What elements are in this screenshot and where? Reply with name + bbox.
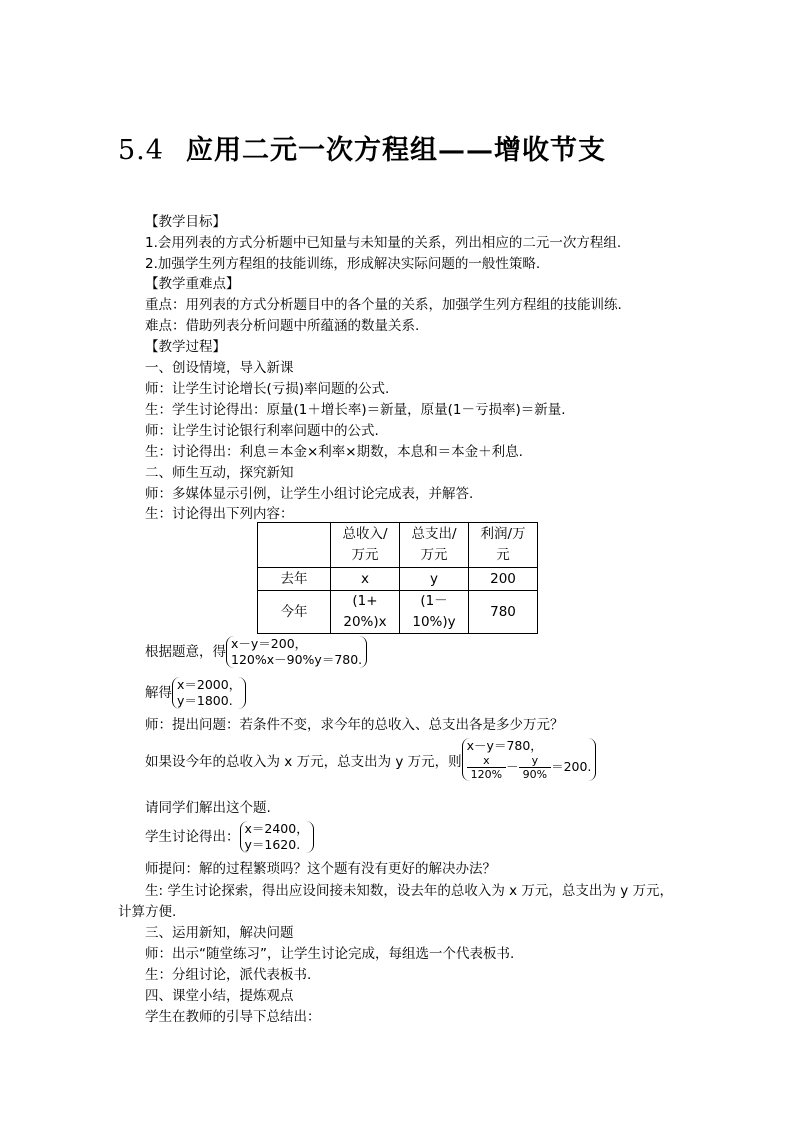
process-line: 四、课堂小结，提炼观点	[145, 988, 294, 1004]
process-line: 师提问：解的过程繁琐吗？这个题有没有更好的解决办法？	[145, 861, 496, 877]
solution-line: y＝1800.	[177, 693, 233, 708]
fraction	[519, 754, 551, 781]
heading-goals: 【教学目标】	[145, 214, 226, 230]
goal-line: 1.会用列表的方式分析题中已知量与未知量的关系，列出相应的二元一次方程组.	[145, 235, 622, 251]
table-cell: (1－ 10%)y	[400, 591, 469, 634]
table-cell: 今年	[258, 591, 331, 634]
key-line: 重点：用列表的方式分析题目中的各个量的关系，加强学生列方程组的技能训练.	[145, 297, 622, 313]
table-row	[258, 591, 538, 634]
table-cell: y	[400, 568, 469, 591]
table-cell: x	[331, 568, 400, 591]
denominator: 120%	[470, 768, 503, 781]
fraction	[467, 754, 506, 781]
table-row	[258, 568, 538, 591]
process-line: 师：让学生讨论银行利率问题中的公式.	[145, 423, 379, 439]
equation-line	[467, 754, 592, 781]
solution-brace	[240, 821, 314, 853]
equation-system	[145, 738, 596, 781]
minus-sign: －	[506, 759, 519, 774]
title-text: 应用二元一次方程组——增收节支	[185, 135, 606, 166]
solution-label: 解得	[145, 685, 172, 701]
table-header: 总支出/ 万元	[400, 523, 469, 568]
table-cell: 200	[469, 568, 538, 591]
table-cell: 去年	[258, 568, 331, 591]
process-line: 学生在教师的引导下总结出：	[145, 1009, 321, 1025]
solution-label: 学生讨论得出：	[145, 829, 240, 845]
data-table	[257, 522, 538, 634]
equation-brace	[462, 738, 597, 781]
solution-system	[145, 821, 314, 853]
numerator: x	[467, 754, 506, 768]
process-line: 师：多媒体显示引例，让学生小组讨论完成表，并解答.	[145, 486, 474, 502]
equation-label: 根据题意，得	[145, 644, 226, 660]
equation-line: 120%x－90%y＝780.	[231, 652, 363, 667]
equation-tail: ＝200.	[551, 759, 592, 774]
question-line: 师：提出问题：若条件不变，求今年的总收入、总支出各是多少万元？	[145, 717, 564, 733]
section-number: 5.4	[118, 135, 164, 166]
process-line: 计算方便.	[118, 904, 177, 920]
page-title	[118, 128, 606, 167]
key-line: 难点：借助列表分析问题中所蕴涵的数量关系.	[145, 318, 420, 334]
process-line: 生：分组讨论，派代表板书.	[145, 967, 312, 983]
denominator: 90%	[522, 768, 548, 781]
numerator: y	[519, 754, 551, 768]
process-line: 三、运用新知，解决问题	[145, 925, 294, 941]
process-line: 二、师生互动，探究新知	[145, 465, 294, 481]
equation-line: x－y＝200，	[231, 636, 308, 651]
equation-brace	[226, 636, 367, 668]
process-line: 生: 学生讨论探索，得出应设间接未知数，设去年的总收入为 x 万元，总支出为 y 万元，	[145, 883, 673, 899]
process-line: 请同学们解出这个题.	[145, 800, 271, 816]
table-cell: 780	[469, 591, 538, 634]
solution-line: x＝2400，	[244, 821, 309, 836]
process-line: 生：讨论得出：利息＝本金×利率×期数，本息和＝本金＋利息.	[145, 444, 523, 460]
table-header: 总收入/ 万元	[331, 523, 400, 568]
solution-brace	[172, 677, 246, 709]
equation-line: x－y＝780，	[466, 738, 543, 753]
equation-system	[145, 636, 367, 668]
table-row	[258, 523, 538, 568]
heading-process: 【教学过程】	[145, 339, 226, 355]
solution-system	[145, 677, 246, 709]
table-header: 利润/万 元	[469, 523, 538, 568]
process-line: 师：出示“随堂练习”，让学生讨论完成，每组选一个代表板书.	[145, 946, 515, 962]
process-line: 生：学生讨论得出：原量(1＋增长率)＝新量，原量(1－亏损率)＝新量.	[145, 402, 566, 418]
process-line: 生：讨论得出下列内容：	[145, 506, 294, 522]
heading-key-points: 【教学重难点】	[145, 276, 240, 292]
goal-line: 2.加强学生列方程组的技能训练，形成解决实际问题的一般性策略.	[145, 256, 541, 272]
table-cell	[258, 523, 331, 568]
solution-line: y＝1620.	[244, 837, 301, 852]
process-line: 一、创设情境，导入新课	[145, 360, 294, 376]
table-cell: (1+ 20%)x	[331, 591, 400, 634]
process-line: 师：让学生讨论增长(亏损)率问题的公式.	[145, 381, 390, 397]
solution-line: x＝2000，	[177, 677, 242, 692]
equation-label: 如果设今年的总收入为 x 万元，总支出为 y 万元，则	[145, 753, 462, 770]
